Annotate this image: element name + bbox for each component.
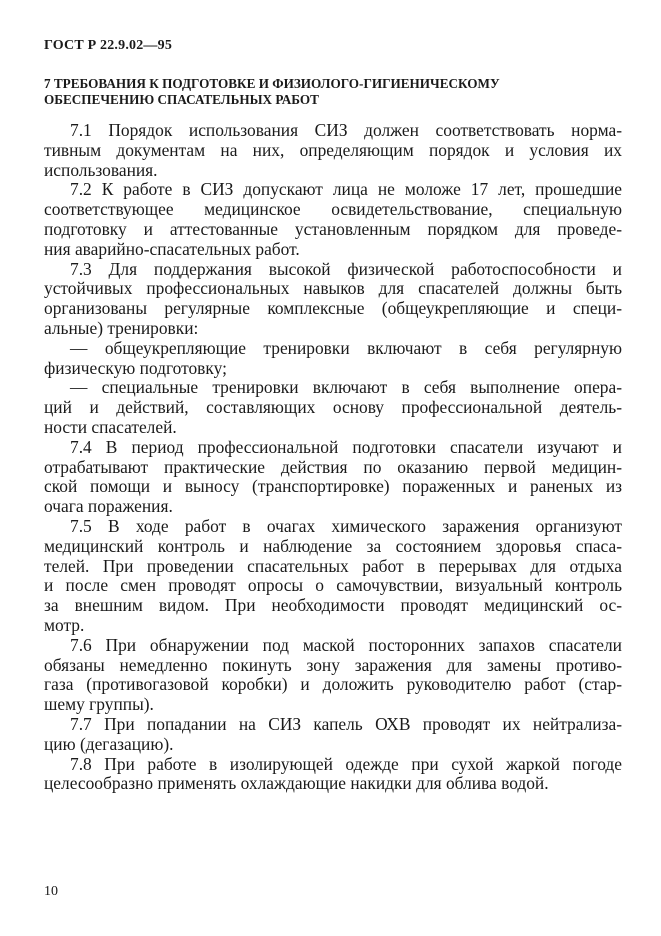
section-body <box>44 121 622 794</box>
body-text-line: телей. При проведении спасательных работ в перерывах для отдыха <box>44 555 622 576</box>
body-text-line: тивным документам на них, определяющим порядок и условия их <box>44 139 622 160</box>
body-text-line: 7.3 Для поддержания высокой физической работоспособности и <box>70 258 622 279</box>
body-text-line: организованы регулярные комплексные (общеукрепляющие и специ- <box>44 298 622 319</box>
body-text-line: физическую подготовку; <box>44 357 227 378</box>
body-text-line: и после смен проводят опросы о самочувствии, визуальный контроль <box>44 575 622 596</box>
body-text-line: обязаны немедленно покинуть зону заражения для замены противо- <box>44 654 622 675</box>
document-header: ГОСТ Р 22.9.02—95 <box>44 38 173 53</box>
body-text-line: соответствующее медицинское освидетельствование, специальную <box>44 199 622 220</box>
body-text-line: использования. <box>44 159 158 180</box>
body-text-line: мотр. <box>44 614 85 635</box>
body-text-line: ности спасателей. <box>44 416 177 437</box>
body-text-line: шему группы). <box>44 694 154 715</box>
section-title-line: ОБЕСПЕЧЕНИЮ СПАСАТЕЛЬНЫХ РАБОТ <box>44 91 319 107</box>
body-text-line: альные) тренировки: <box>44 317 199 338</box>
body-text-line: 7.2 К работе в СИЗ допускают лица не моложе 17 лет, прошедшие <box>70 179 622 200</box>
body-text-line: за внешним видом. При необходимости проводят медицинский ос- <box>44 595 622 616</box>
body-text-line: очага поражения. <box>44 496 173 517</box>
body-text-line: медицинский контроль и наблюдение за состоянием здоровья спаса- <box>44 535 622 556</box>
body-text-line: ций и действий, составляющих основу профессиональной деятель- <box>44 397 622 418</box>
section-title-line: 7 ТРЕБОВАНИЯ К ПОДГОТОВКЕ И ФИЗИОЛОГО-ГИГИЕНИЧЕСКОМУ <box>44 76 500 91</box>
body-text-line: устойчивых профессиональных навыков для спасателей должны быть <box>44 278 622 299</box>
body-text-line: 7.6 При обнаружении под маской посторонних запахов спасатели <box>70 634 622 655</box>
body-text-line: цию (дегазацию). <box>44 733 174 754</box>
section-title <box>44 76 624 107</box>
body-text-line: ской помощи и выносу (транспортировке) пораженных и раненых из <box>44 476 622 497</box>
body-text-line: ния аварийно-спасательных работ. <box>44 238 300 259</box>
body-text-line: 7.4 В период профессиональной подготовки спасатели изучают и <box>70 436 622 457</box>
body-text-line: — специальные тренировки включают в себя выполнение опера- <box>70 377 622 398</box>
body-text-line: 7.1 Порядок использования СИЗ должен соответствовать норма- <box>70 120 622 140</box>
body-text-line: 7.5 В ходе работ в очагах химического заражения организуют <box>70 515 622 536</box>
body-text-line: 7.8 При работе в изолирующей одежде при сухой жаркой погоде <box>70 753 622 774</box>
body-text-line: подготовку и аттестованные установленным порядком для проведе- <box>44 218 622 239</box>
body-text-line: газа (противогазовой коробки) и доложить руководителю работ (стар- <box>44 674 622 695</box>
page-number: 10 <box>44 884 58 899</box>
body-text-line: — общеукрепляющие тренировки включают в себя регулярную <box>70 337 622 358</box>
body-text-line: отрабатывают практические действия по оказанию первой медицин- <box>44 456 622 477</box>
body-text-line: 7.7 При попадании на СИЗ капель ОХВ проводят их нейтрализа- <box>70 713 622 734</box>
body-text-line: целесообразно применять охлаждающие накидки для облива водой. <box>44 773 549 794</box>
